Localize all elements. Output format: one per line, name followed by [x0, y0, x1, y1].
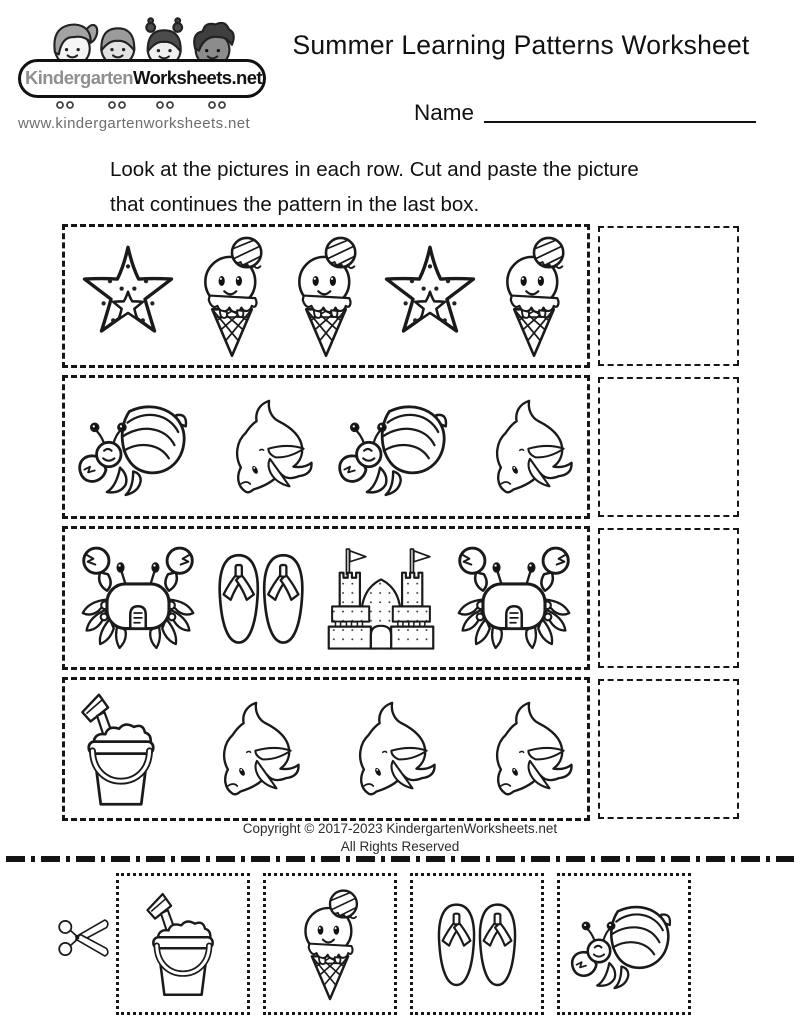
answer-box-2[interactable] — [598, 377, 739, 517]
logo-feet-curls — [32, 99, 242, 111]
starfish-icon — [377, 243, 483, 349]
name-label: Name — [414, 100, 475, 125]
pattern-box-3 — [62, 526, 590, 670]
sand-bucket-icon — [75, 687, 167, 811]
sandcastle-icon — [322, 543, 440, 653]
sand-bucket-icon — [137, 882, 229, 1006]
cut-divider-line — [6, 856, 794, 862]
logo-text-worksheets: Worksheets.net — [132, 67, 262, 88]
hermit-crab-icon — [75, 398, 197, 497]
dolphin-icon — [202, 691, 304, 808]
dolphin-icon — [338, 691, 440, 808]
dolphin-icon — [475, 389, 577, 506]
scissors-icon — [56, 910, 114, 966]
crab-icon — [451, 545, 577, 652]
dolphin-icon — [215, 389, 317, 506]
rights-line: All Rights Reserved — [340, 839, 460, 854]
pattern-row-1 — [62, 224, 740, 368]
cutout-box-ice-cream[interactable] — [263, 873, 397, 1015]
starfish-icon — [75, 243, 181, 349]
pattern-row-3 — [62, 526, 740, 670]
answer-box-1[interactable] — [598, 226, 739, 366]
dolphin-icon — [475, 691, 577, 808]
answer-box-3[interactable] — [598, 528, 739, 668]
ice-cream-icon — [491, 233, 577, 359]
instructions-text — [110, 152, 760, 222]
logo-website-url: www.kindergartenworksheets.net — [18, 115, 251, 132]
logo-wordmark — [18, 59, 266, 98]
flip-flops-icon — [212, 543, 310, 653]
pattern-box-4 — [62, 677, 590, 821]
name-write-line[interactable] — [484, 120, 756, 123]
hermit-crab-icon — [335, 398, 457, 497]
ice-cream-icon — [283, 233, 369, 359]
cutout-box-sand-bucket[interactable] — [116, 873, 250, 1015]
pattern-row-4 — [62, 677, 740, 821]
instructions-line-1: Look at the pictures in each row. Cut and paste the picture — [110, 158, 639, 181]
copyright-line: Copyright © 2017-2023 KindergartenWorksheets.net — [242, 821, 558, 836]
pattern-rows — [62, 224, 740, 828]
logo-text-kindergarten: Kindergarten — [25, 67, 133, 88]
answer-box-4[interactable] — [598, 679, 739, 819]
flip-flops-icon — [428, 889, 526, 999]
cutout-boxes — [116, 873, 691, 1015]
copyright-block — [0, 820, 800, 856]
pattern-box-2 — [62, 375, 590, 519]
name-row — [414, 100, 756, 126]
ice-cream-icon — [189, 233, 275, 359]
instructions-line-2: that continues the pattern in the last box. — [110, 193, 480, 216]
pattern-box-1 — [62, 224, 590, 368]
page-title: Summer Learning Patterns Worksheet — [292, 30, 750, 60]
cutout-box-flip-flops[interactable] — [410, 873, 544, 1015]
site-logo — [18, 10, 270, 132]
cutout-strip — [0, 872, 800, 1022]
pattern-row-2 — [62, 375, 740, 519]
crab-icon — [75, 545, 201, 652]
cutout-box-hermit-crab[interactable] — [557, 873, 691, 1015]
hermit-crab-icon — [563, 895, 685, 994]
ice-cream-icon — [287, 881, 373, 1007]
